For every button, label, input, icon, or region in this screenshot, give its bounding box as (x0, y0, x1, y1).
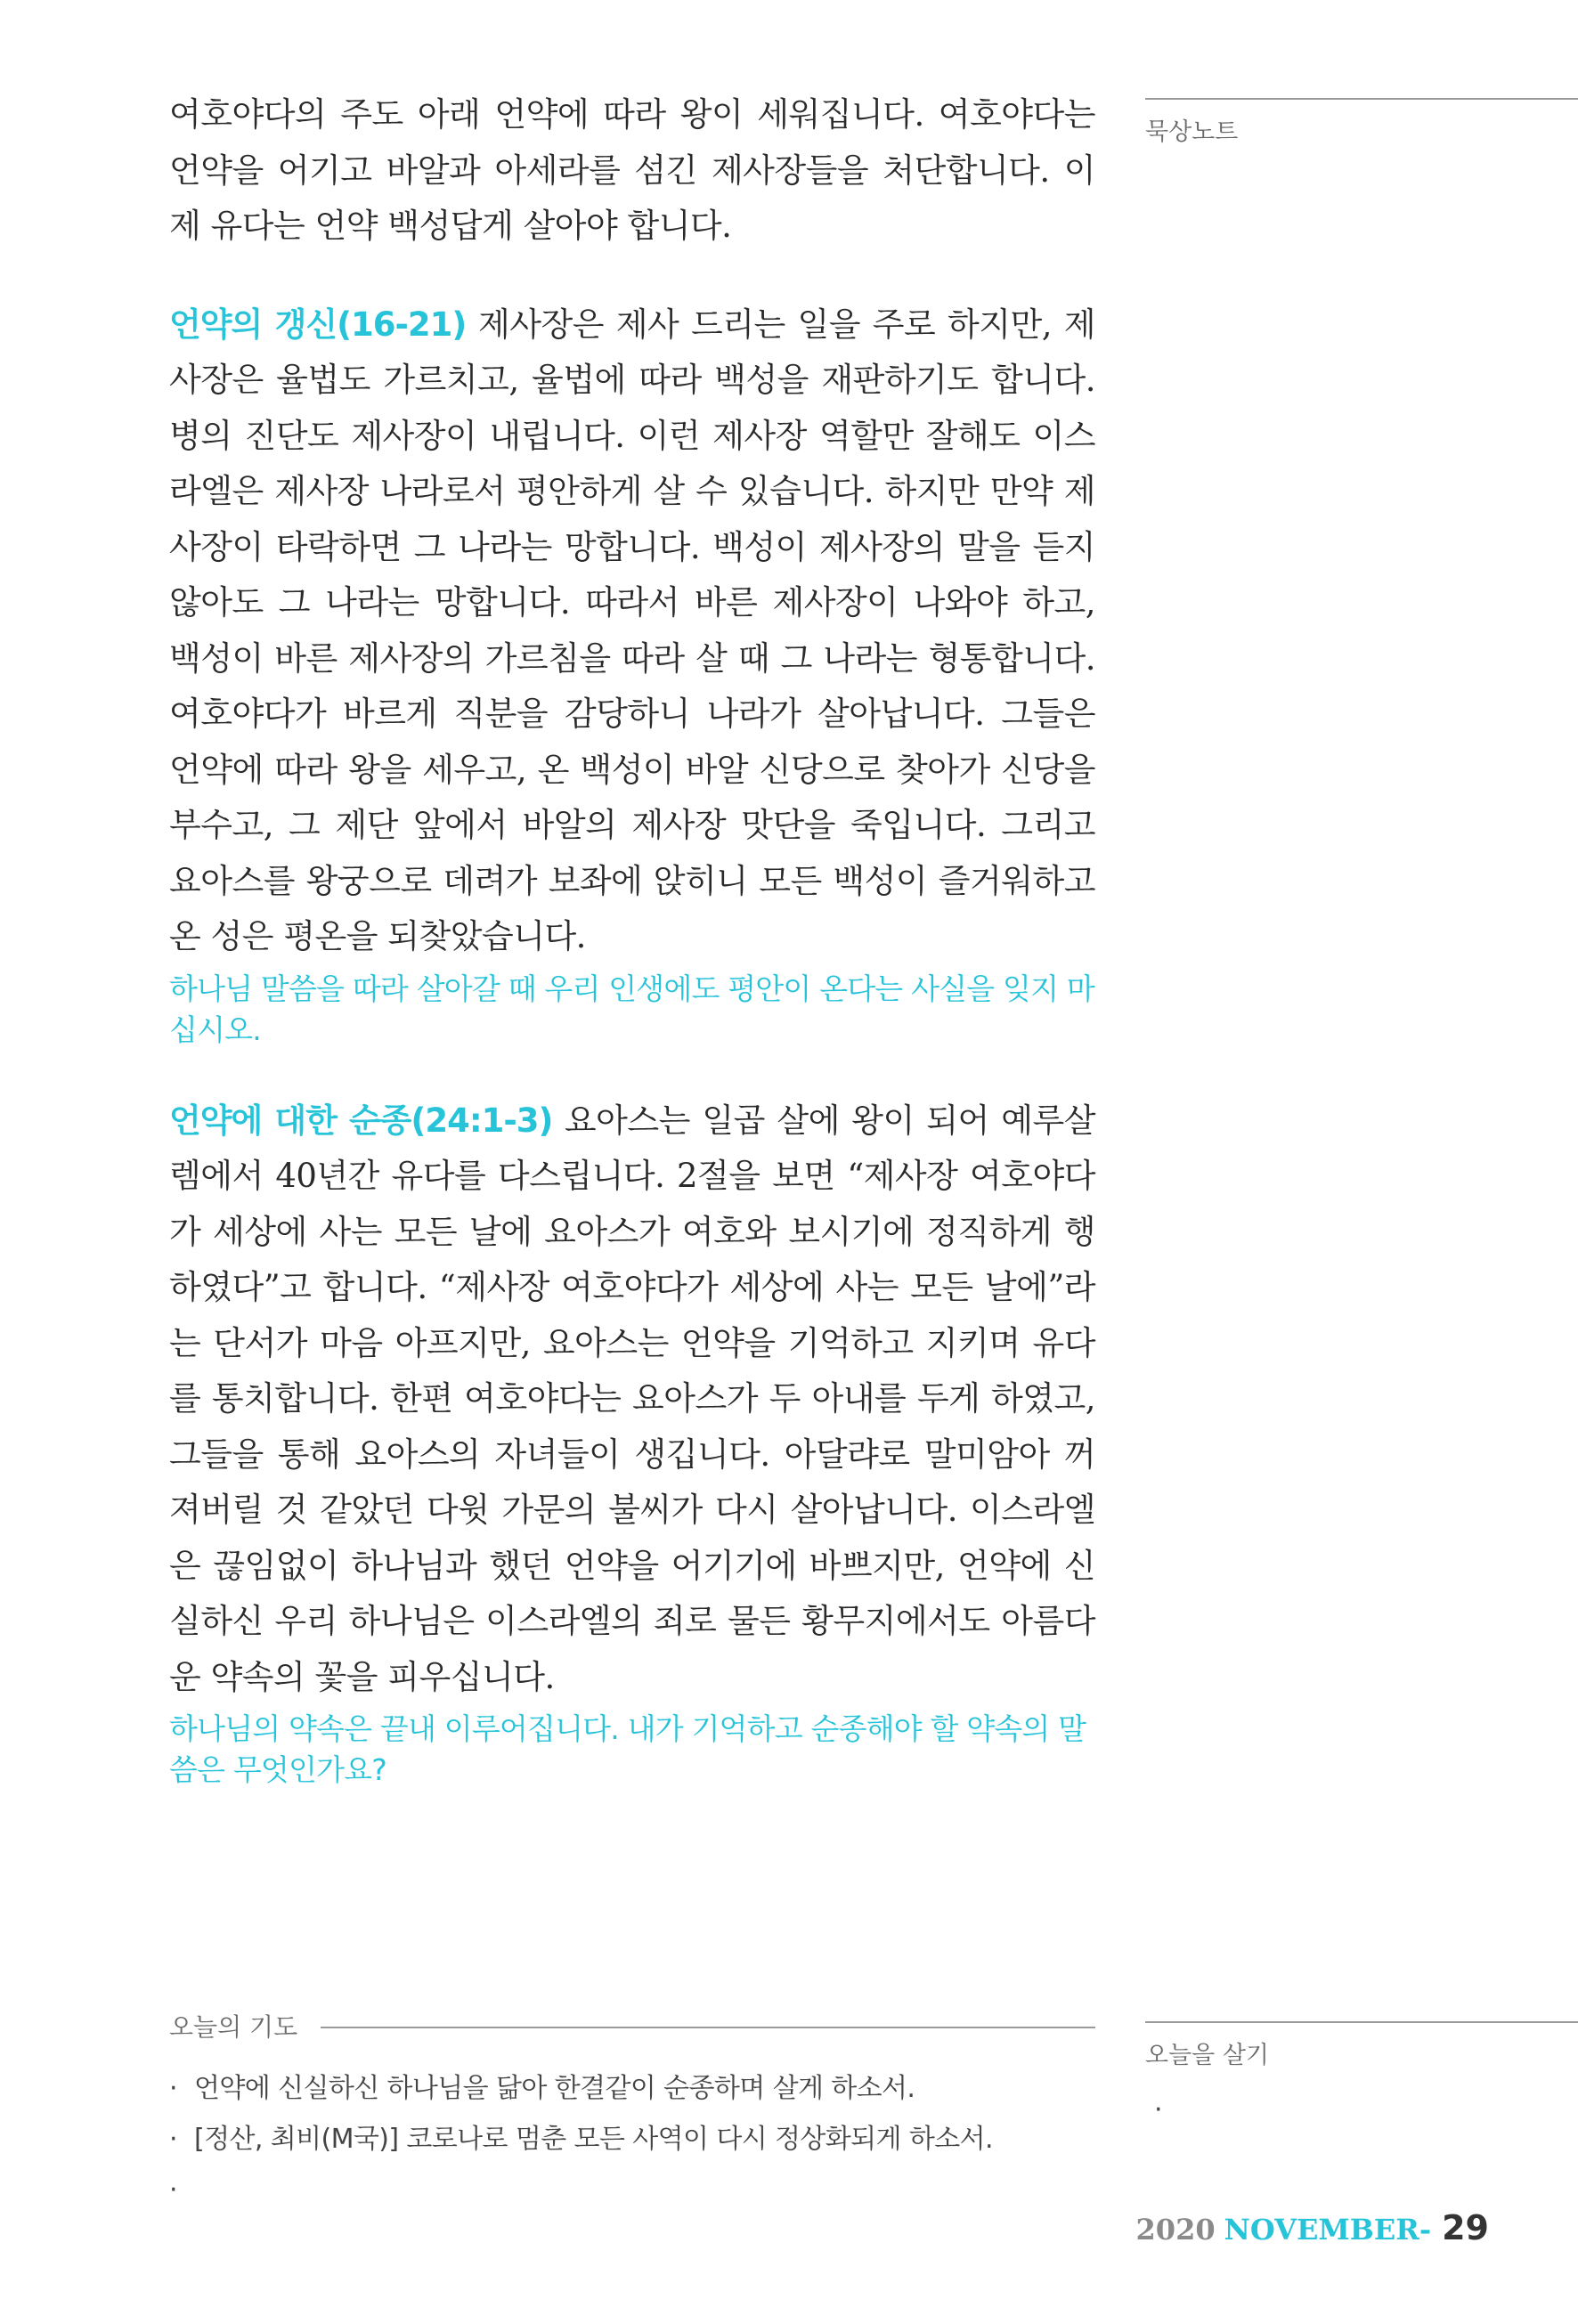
bullet-icon: · (169, 2124, 177, 2155)
today-living-text: 오늘을 살기 (1145, 2042, 1269, 2069)
meditation-note-label (1145, 98, 1578, 147)
main-column (169, 87, 1095, 1791)
intro-paragraph: 여호야다의 주도 아래 언약에 따라 왕이 세워집니다. 여호야다는 언약을 어기고 바알과 아세라를 섬긴 제사장들을 처단합니다. 이제 유다는 언약 백성답게 살아야 합니다. (169, 95, 1095, 245)
bullet-icon: · (169, 2073, 177, 2104)
prayer-title: 오늘의 기도 (169, 2012, 298, 2042)
bullet-icon: · (169, 2174, 177, 2206)
prayer-item (169, 2114, 1095, 2165)
prayer-item (169, 2165, 1095, 2215)
section-covenant-renewal (169, 297, 1095, 965)
highlight-covenant-renewal: 하나님 말씀을 따라 살아갈 때 우리 인생에도 평안이 온다는 사실을 잊지 마십시오. (169, 971, 1094, 1047)
footer-month: NOVEMBER- (1224, 2213, 1432, 2247)
section-body-covenant-obedience: 요아스는 일곱 살에 왕이 되어 예루살렘에서 40년간 유다를 다스립니다. 2절을 보면 “제사장 여호야다가 세상에 사는 모든 날에 요아스가 여호와 보시기에 정직하게 행하였다”고 합니다. “제사장 여호야다가 세상에 사는 모든 날에”라는 단서가 마음 아프지만, 요아스는 언약을 기억하고 지키며 유다를 통치합니다. 한편 여호야다는 요아스가 두 아내를 두게 하였고, 그들을 통해 요아스의 자녀들이 생깁니다. 아달랴로 말미암아 꺼져버릴 것 같았던 다윗 가문의 불씨가 다시 살아납니다. 이스라엘은 끊임없이 하나님과 했던 언약을 어기기에 바쁘지만, 언약에 신실하신 우리 하나님은 이스라엘의 죄로 물든 황무지에서도 아름다운 약속의 꽃을 피우십니다. (169, 1101, 1095, 1696)
prayer-item (169, 2063, 1095, 2114)
prayer-divider (321, 2027, 1095, 2028)
section-title-covenant-renewal: 언약의 갱신(16-21) (169, 305, 467, 344)
section-body-covenant-renewal: 제사장은 제사 드리는 일을 주로 하지만, 제사장은 율법도 가르치고, 율법에 따라 백성을 재판하기도 합니다. 병의 진단도 제사장이 내립니다. 이런 제사장 역할만 잘해도 이스라엘은 제사장 나라로서 평안하게 살 수 있습니다. 하지만 만약 제사장이 타락하면 그 나라는 망합니다. 백성이 제사장의 말을 듣지 않아도 그 나라는 망합니다. 따라서 바른 제사장이 나와야 하고, 백성이 바른 제사장의 가르침을 따라 살 때 그 나라는 형통합니다. 여호야다가 바르게 직분을 감당하니 나라가 살아납니다. 그들은 언약에 따라 왕을 세우고, 온 백성이 바알 신당으로 찾아가 신당을 부수고, 그 제단 앞에서 바알의 제사장 맛단을 죽입니다. 그리고 요아스를 왕궁으로 데려가 보좌에 앉히니 모든 백성이 즐거워하고 온 성은 평온을 되찾았습니다. (169, 305, 1096, 955)
page-footer (1136, 2208, 1489, 2247)
today-living-label (1145, 2021, 1578, 2070)
prayer-list (169, 2063, 1095, 2215)
highlight-covenant-obedience: 하나님의 약속은 끝내 이루어집니다. 내가 기억하고 순종해야 할 약속의 말씀은 무엇인가요? (169, 1711, 1086, 1787)
page-number: 29 (1442, 2208, 1489, 2247)
meditation-note-text: 묵상노트 (1145, 118, 1239, 146)
section-covenant-obedience (169, 1093, 1095, 1706)
footer-year: 2020 (1135, 2213, 1216, 2247)
prayer-item-text: [정산, 최비(M국)] 코로나로 멈춘 모든 사역이 다시 정상화되게 하소서. (194, 2124, 993, 2155)
prayer-item-text: 언약에 신실하신 하나님을 닮아 한결같이 순종하며 살게 하소서. (194, 2073, 915, 2104)
section-title-covenant-obedience: 언약에 대한 순종(24:1-3) (169, 1101, 553, 1140)
today-living-bullet: · (1154, 2094, 1163, 2125)
todays-prayer (169, 2008, 1095, 2215)
